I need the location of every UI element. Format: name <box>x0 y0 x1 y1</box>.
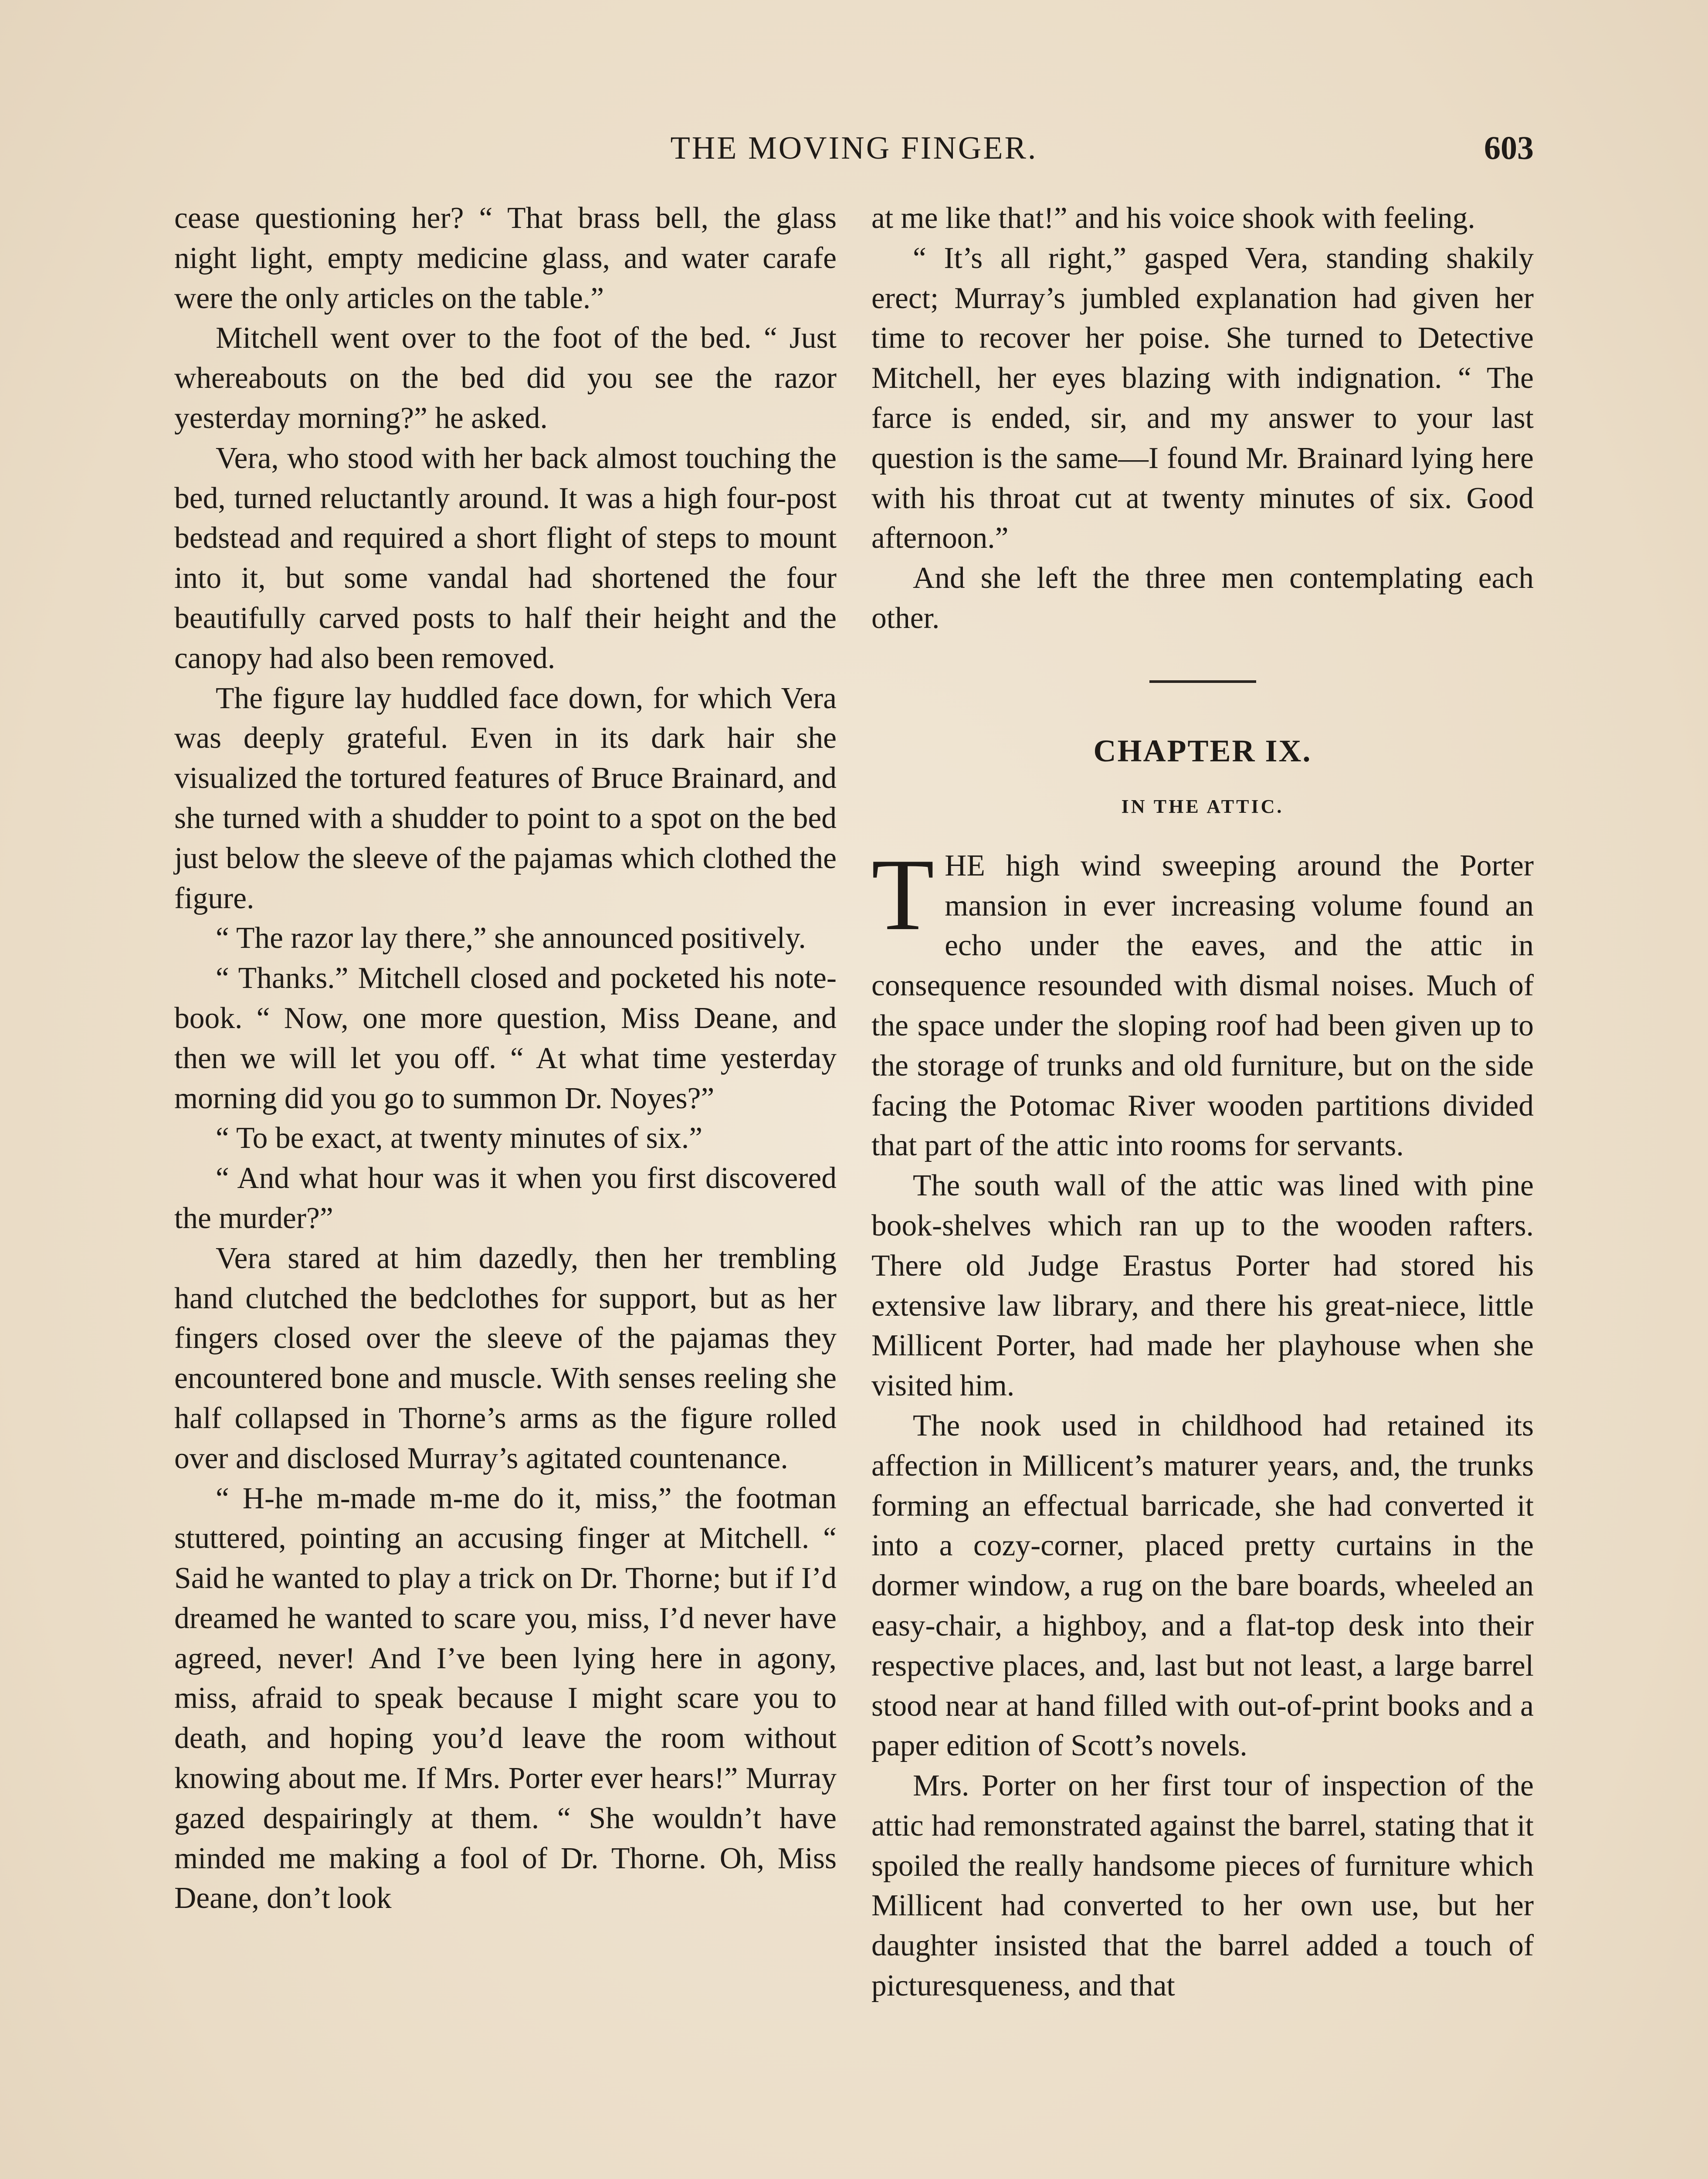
paragraph: “ H-he m-made m-me do it, miss,” the footman stuttered, pointing an accusing finger at Mitchell. “ Said he wanted to play a trick on Dr. Thorne; but if I’d dreamed he wanted to scare you, miss, I’d never have agreed, never! And I’ve been lying here in agony, miss, afraid to speak because I might scare you to death, and hoping you’d leave the room without knowing about me. If Mrs. Porter ever hears!” Murray gazed despairingly at them. “ She wouldn’t have minded me making a fool of Dr. Thorne. Oh, Miss Deane, don’t look <box>174 1481 837 1915</box>
chapter-title: CHAPTER IX. <box>1093 733 1312 768</box>
paragraph: The south wall of the attic was lined with pine book-shelves which ran up to the wooden rafters. There old Judge Erastus Porter had stored his extensive law library, and there his great-niece, little Millicent Porter, had made her playhouse when she visited him. <box>871 1169 1534 1403</box>
paragraph: “ To be exact, at twenty minutes of six.” <box>216 1121 703 1155</box>
paragraph: “ And what hour was it when you first discovered the murder?” <box>174 1161 837 1235</box>
paragraph: Mitchell went over to the foot of the bed. “ Just whereabouts on the bed did you see the razor yesterday morning?” he asked. <box>174 321 837 435</box>
chapter-subtitle: IN THE ATTIC. <box>1121 795 1284 817</box>
paragraph: “ The razor lay there,” she announced positively. <box>216 921 806 955</box>
section-divider <box>1149 680 1256 683</box>
paragraph: Vera, who stood with her back almost touching the bed, turned reluctantly around. It was a high four-post bedstead and required a short flight of steps to mount into it, but some vandal had shortened the four beautifully carved posts to half their height and the canopy had also been removed. <box>174 441 837 675</box>
page-number: 603 <box>1484 130 1534 166</box>
drop-cap: T <box>871 838 935 952</box>
paragraph: The nook used in childhood had retained its affection in Millicent’s maturer years, and, the trunks forming an effectual barricade, she had converted it into a cozy-corner, placed pretty curtains in the dormer window, a rug on the bare boards, wheeled an easy-chair, a highboy, and a flat-top desk into their respective places, and, last but not least, a large barrel stood near at hand filled with out-of-print books and a paper edition of Scott’s novels. <box>871 1409 1534 1763</box>
opening-text: HE high wind sweeping around the Porter mansion in ever increasing volume found an echo under the eaves, and the attic in consequence resounded with dismal noises. Much of the space under the sloping roof had been given up to the storage of trunks and old furniture, but on the side facing the Potomac River wooden partitions divided that part of the attic into rooms for servants. <box>871 849 1534 1163</box>
paragraph: The figure lay huddled face down, for which Vera was deeply grateful. Even in its dark hair she visualized the tortured features of Bruce Brainard, and she turned with a shudder to point to a spot on the bed just below the sleeve of the pajamas which clothed the figure. <box>174 681 837 915</box>
paragraph: “ It’s all right,” gasped Vera, standing shakily erect; Murray’s jumbled explanation had given her time to recover her poise. She turned to Detective Mitchell, her eyes blazing with indignation. “ The farce is ended, sir, and my answer to your last question is the same—I found Mr. Brainard lying here with his throat cut at twenty minutes of six. Good afternoon.” <box>871 241 1534 555</box>
page-header <box>174 124 1534 172</box>
paragraph: cease questioning her? “ That brass bell, the glass night light, empty medicine glass, and water carafe were the only articles on the table.” <box>174 201 837 315</box>
left-column <box>174 198 837 1918</box>
right-column <box>871 198 1534 2006</box>
paragraph: at me like that!” and his voice shook with feeling. <box>871 201 1475 235</box>
chapter-opening-paragraph <box>871 838 1534 1166</box>
paragraph: Vera stared at him dazedly, then her trembling hand clutched the bedclothes for support, but as her fingers closed over the sleeve of the pajamas they encountered bone and muscle. With senses reeling she half collapsed in Thorne’s arms as the figure rolled over and disclosed Murray’s agitated countenance. <box>174 1241 837 1475</box>
paragraph: Mrs. Porter on her first tour of inspection of the attic had remonstrated against the barrel, stating that it spoiled the really handsome pieces of furniture which Millicent had converted to her own use, but her daughter insisted that the barrel added a touch of picturesqueness, and that <box>871 1769 1534 2003</box>
paragraph: And she left the three men contemplating each other. <box>871 561 1534 635</box>
paragraph: “ Thanks.” Mitchell closed and pocketed his note-book. “ Now, one more question, Miss Deane, and then we will let you off. “ At what time yesterday morning did you go to summon Dr. Noyes?” <box>174 961 837 1115</box>
running-title: THE MOVING FINGER. <box>670 130 1038 166</box>
